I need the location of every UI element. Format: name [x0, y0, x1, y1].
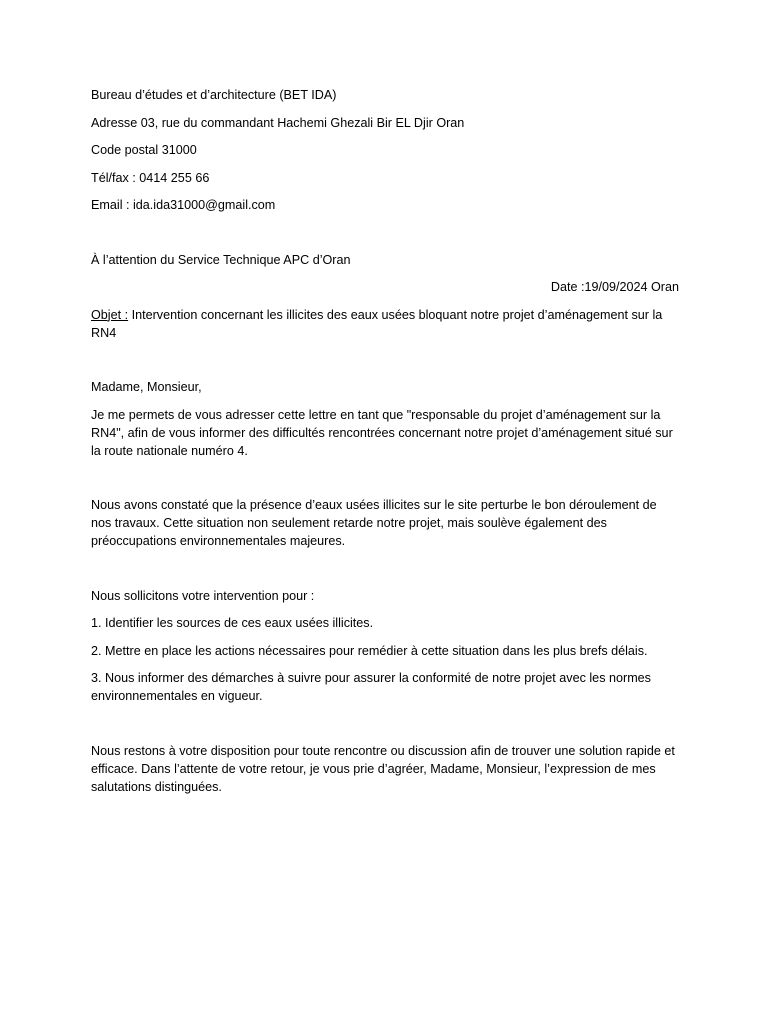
recipient-line: À l’attention du Service Technique APC d’Oran	[91, 252, 351, 267]
sender-email: Email : ida.ida31000@gmail.com	[91, 198, 276, 212]
list-item-3: 3. Nous informer des démarches à suivre pour assurer la conformité de notre projet avec les normes environnementales en vigueur.	[91, 671, 651, 703]
subject-line	[91, 306, 679, 342]
subject-label: Objet :	[91, 307, 129, 322]
subject-text: Intervention concernant les illicites des eaux usées bloquant notre projet d’aménagement sur la RN4	[91, 307, 663, 340]
spacer	[91, 224, 679, 251]
letter-date: Date :19/09/2024 Oran	[550, 280, 679, 294]
sender-name: Bureau d’études et d’architecture (BET IDA)	[91, 88, 337, 102]
spacer	[91, 351, 679, 378]
paragraph-request: Nous sollicitons votre intervention pour :	[91, 588, 315, 603]
sender-phone: Tél/fax : 0414 255 66	[91, 170, 210, 185]
list-item-2: 2. Mettre en place les actions nécessaires pour remédier à cette situation dans les plus brefs délais.	[91, 643, 648, 658]
letter-page	[91, 86, 679, 805]
spacer	[91, 560, 679, 587]
salutation: Madame, Monsieur,	[91, 380, 202, 394]
sender-postal-code: Code postal 31000	[91, 143, 197, 157]
spacer	[91, 469, 679, 496]
sender-address: Adresse 03, rue du commandant Hachemi Ghezali Bir EL Djir Oran	[91, 115, 465, 130]
paragraph-intro: Je me permets de vous adresser cette lettre en tant que "responsable du projet d’aménagement sur la RN4", afin de vous informer des difficultés rencontrées concernant notre projet d’aménagement situé sur la route nationale numéro 4.	[91, 407, 673, 458]
paragraph-closing: Nous restons à votre disposition pour toute rencontre ou discussion afin de trouver une solution rapide et efficace. Dans l’attente de votre retour, je vous prie d’agréer, Madame, Monsieur, l’expression de mes salutations distinguées.	[91, 743, 675, 794]
list-item-1: 1. Identifier les sources de ces eaux usées illicites.	[91, 616, 374, 630]
spacer	[91, 715, 679, 742]
paragraph-findings: Nous avons constaté que la présence d’eaux usées illicites sur le site perturbe le bon déroulement de nos travaux. Cette situation non seulement retarde notre projet, mais soulève également des préoccupations environnementales majeures.	[91, 498, 657, 548]
